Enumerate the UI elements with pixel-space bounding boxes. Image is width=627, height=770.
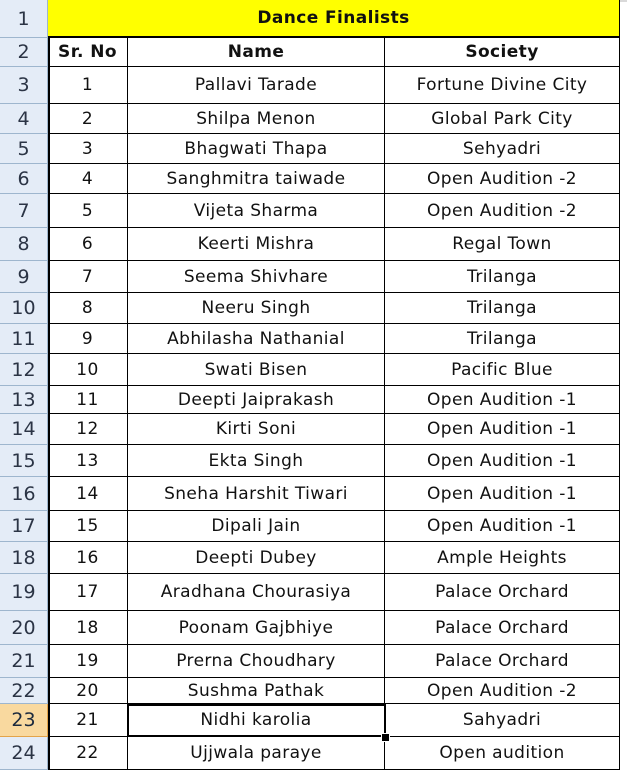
cell-name[interactable]: Deepti Dubey [128,542,385,574]
cell-society[interactable]: Sahyadri [385,704,620,737]
fill-handle[interactable] [381,733,390,742]
cell-name[interactable]: Nidhi karolia [128,704,385,737]
cell-society[interactable]: Open Audition -2 [385,164,620,194]
cell-society[interactable]: Open Audition -1 [385,477,620,511]
cell-sr-no[interactable]: 6 [48,228,128,261]
cell-society[interactable]: Open Audition -2 [385,678,620,704]
cell-society[interactable]: Trilanga [385,261,620,293]
cell-sr-no[interactable]: 17 [48,574,128,611]
cell-name[interactable]: Dipali Jain [128,511,385,542]
cell-sr-no[interactable]: 8 [48,293,128,324]
row-header[interactable]: 3 [0,67,48,104]
cell-society[interactable]: Open Audition -1 [385,445,620,477]
cell-society[interactable]: Open Audition -1 [385,414,620,445]
row-header[interactable]: 9 [0,261,48,293]
header-society[interactable]: Society [385,38,620,67]
cell-society[interactable]: Palace Orchard [385,611,620,645]
cell-name[interactable]: Swati Bisen [128,354,385,386]
cell-sr-no[interactable]: 14 [48,477,128,511]
cell-sr-no[interactable]: 13 [48,445,128,477]
cell-name[interactable]: Aradhana Chourasiya [128,574,385,611]
cell-sr-no[interactable]: 1 [48,67,128,104]
row-header[interactable]: 11 [0,324,48,354]
cell-name[interactable]: Sneha Harshit Tiwari [128,477,385,511]
cell-name[interactable]: Poonam Gajbhiye [128,611,385,645]
cell-sr-no[interactable]: 21 [48,704,128,737]
cell-name[interactable]: Keerti Mishra [128,228,385,261]
cell-society[interactable]: Open Audition -2 [385,194,620,228]
row-header[interactable]: 23 [0,704,48,737]
row-header[interactable]: 24 [0,737,48,770]
row-header[interactable]: 1 [0,0,48,38]
cell-name[interactable]: Pallavi Tarade [128,67,385,104]
cell-name[interactable]: Abhilasha Nathanial [128,324,385,354]
cell-name[interactable]: Ujjwala paraye [128,737,385,770]
cell-society[interactable]: Palace Orchard [385,645,620,678]
cell-sr-no[interactable]: 5 [48,194,128,228]
cell-sr-no[interactable]: 9 [48,324,128,354]
cell-society[interactable]: Trilanga [385,324,620,354]
row-header[interactable]: 14 [0,414,48,445]
row-header[interactable]: 15 [0,445,48,477]
row-header[interactable]: 18 [0,542,48,574]
row-header[interactable]: 19 [0,574,48,611]
row-header[interactable]: 7 [0,194,48,228]
cell-society[interactable]: Ample Heights [385,542,620,574]
header-sr-no[interactable]: Sr. No [48,38,128,67]
cell-sr-no[interactable]: 7 [48,261,128,293]
cell-name[interactable]: Prerna Choudhary [128,645,385,678]
cell-sr-no[interactable]: 10 [48,354,128,386]
cell-society[interactable]: Open Audition -1 [385,386,620,414]
cell-name[interactable]: Kirti Soni [128,414,385,445]
cell-sr-no[interactable]: 4 [48,164,128,194]
row-header[interactable]: 2 [0,38,48,67]
row-header[interactable]: 5 [0,134,48,164]
cell-sr-no[interactable]: 11 [48,386,128,414]
cell-name[interactable]: Bhagwati Thapa [128,134,385,164]
row-header[interactable]: 10 [0,293,48,324]
row-header[interactable]: 17 [0,511,48,542]
cell-name[interactable]: Deepti Jaiprakash [128,386,385,414]
header-name[interactable]: Name [128,38,385,67]
cell-sr-no[interactable]: 12 [48,414,128,445]
row-header[interactable]: 22 [0,678,48,704]
cell-sr-no[interactable]: 15 [48,511,128,542]
cell-society[interactable]: Sehyadri [385,134,620,164]
cell-society[interactable]: Palace Orchard [385,574,620,611]
cell-society[interactable]: Open Audition -1 [385,511,620,542]
cell-name[interactable]: Sanghmitra taiwade [128,164,385,194]
cell-society[interactable]: Regal Town [385,228,620,261]
row-header[interactable]: 6 [0,164,48,194]
cell-society[interactable]: Open audition [385,737,620,770]
cell-society[interactable]: Fortune Divine City [385,67,620,104]
cell-name[interactable]: Sushma Pathak [128,678,385,704]
cell-name[interactable]: Seema Shivhare [128,261,385,293]
row-header[interactable]: 12 [0,354,48,386]
cell-sr-no[interactable]: 2 [48,104,128,134]
sheet-title[interactable]: Dance Finalists [48,0,620,38]
cell-name[interactable]: Ekta Singh [128,445,385,477]
row-header[interactable]: 16 [0,477,48,511]
cell-sr-no[interactable]: 20 [48,678,128,704]
row-header[interactable]: 13 [0,386,48,414]
table-left-border [48,38,50,770]
row-header[interactable]: 21 [0,645,48,678]
cell-society[interactable]: Pacific Blue [385,354,620,386]
row-header[interactable]: 4 [0,104,48,134]
cell-sr-no[interactable]: 3 [48,134,128,164]
cell-society[interactable]: Global Park City [385,104,620,134]
cell-name[interactable]: Vijeta Sharma [128,194,385,228]
row-header[interactable]: 20 [0,611,48,645]
cell-sr-no[interactable]: 19 [48,645,128,678]
row-header[interactable]: 8 [0,228,48,261]
cell-name[interactable]: Neeru Singh [128,293,385,324]
cell-sr-no[interactable]: 16 [48,542,128,574]
cell-society[interactable]: Trilanga [385,293,620,324]
cell-sr-no[interactable]: 22 [48,737,128,770]
cell-name[interactable]: Shilpa Menon [128,104,385,134]
cell-sr-no[interactable]: 18 [48,611,128,645]
